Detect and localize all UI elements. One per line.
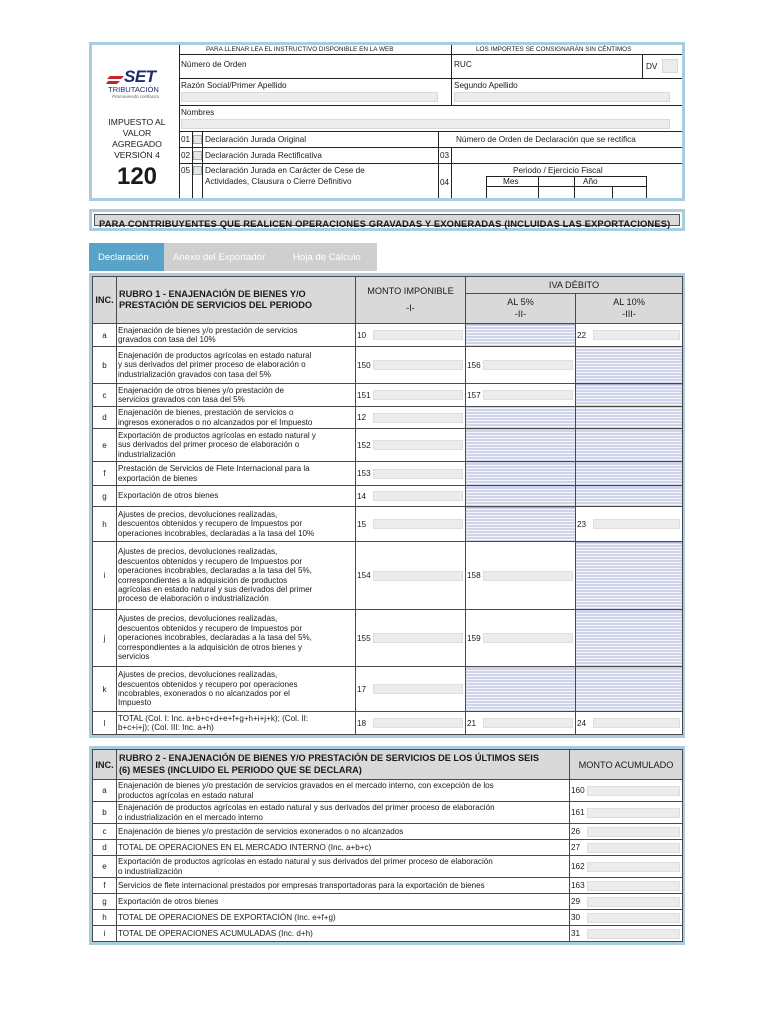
field-code: 156	[467, 360, 481, 370]
row-inc: c	[93, 384, 117, 407]
rubro-1-title: RUBRO 1 - ENAJENACIÓN DE BIENES Y/O PRESTACIÓN DE SERVICIOS DEL PERIODO	[117, 277, 356, 324]
monto-acumulado-cell	[570, 840, 683, 856]
rubro-2-row	[93, 878, 683, 894]
field-code: 158	[467, 571, 481, 580]
iva-5-disabled-cell	[466, 486, 576, 507]
field-code: 151	[357, 390, 371, 400]
monto-imponible-input[interactable]	[373, 633, 463, 643]
col-monto-acumulado-header: MONTO ACUMULADO	[570, 750, 683, 780]
row-description: TOTAL DE OPERACIONES DE EXPORTACIÓN (Inc. e+f+g)	[117, 910, 570, 926]
row-inc: k	[93, 667, 117, 712]
iva-10-cell	[576, 324, 683, 347]
rubro-1-row	[93, 324, 683, 347]
monto-imponible-cell	[356, 486, 466, 507]
option-05-checkbox[interactable]	[193, 166, 202, 175]
col-inc-header: INC.	[93, 750, 117, 780]
iva-5-input[interactable]	[483, 390, 573, 400]
field-code: 157	[467, 390, 481, 400]
rubro-1-row	[93, 462, 683, 486]
iva-5-cell	[466, 542, 576, 610]
iva-10-disabled-cell	[576, 462, 683, 486]
iva-10-disabled-cell	[576, 486, 683, 507]
form-number: 120	[116, 163, 158, 190]
monto-acumulado-input[interactable]	[587, 929, 680, 939]
rubro-2-row	[93, 910, 683, 926]
field-code: 153	[357, 469, 371, 478]
iva-5-cell	[466, 610, 576, 667]
row-description: Enajenación de productos agrícolas en estado natural y sus derivados del primer proceso de elaboración o industrialización en el mercado interno	[117, 802, 570, 824]
monto-acumulado-cell	[570, 856, 683, 878]
monto-imponible-input[interactable]	[373, 571, 463, 581]
monto-imponible-cell	[356, 324, 466, 347]
logo-sub: TRIBUTACIÓN	[108, 85, 159, 94]
monto-acumulado-input[interactable]	[587, 827, 680, 837]
option-01-code: 01	[181, 135, 191, 144]
row-description: Enajenación de productos agrícolas en estado natural y sus derivados del primer proceso de elaboración o industrialización gravados con tasa del 5%	[117, 347, 356, 384]
iva-10-disabled-cell	[576, 347, 683, 384]
iva-5-input[interactable]	[483, 633, 573, 643]
rubro-1-row	[93, 429, 683, 462]
nombres-field[interactable]	[181, 119, 670, 129]
rubro-2-row	[93, 840, 683, 856]
monto-acumulado-input[interactable]	[587, 862, 680, 872]
iva-5-disabled-cell	[466, 407, 576, 429]
row-description: Exportación de otros bienes	[117, 486, 356, 507]
col-al-10-header: AL 10% -III-	[576, 294, 683, 324]
row-inc: e	[93, 856, 117, 878]
iva-10-cell	[576, 712, 683, 735]
row-inc: h	[93, 910, 117, 926]
row-description: Exportación de productos agrícolas en estado natural y sus derivados del primer proceso de elaboración o industrialización	[117, 429, 356, 462]
field-code: 154	[357, 571, 371, 580]
col-al-5-header: AL 5% -II-	[466, 294, 576, 324]
field-code: 24	[577, 718, 587, 728]
col-inc-header: INC.	[93, 277, 117, 324]
dv-label: DV	[646, 62, 658, 71]
iva-10-disabled-cell	[576, 429, 683, 462]
iva-10-input[interactable]	[593, 718, 680, 728]
iva-5-cell	[466, 347, 576, 384]
monto-imponible-cell	[356, 712, 466, 735]
tab-hoja-calculo[interactable]: Hoja de Cálculo	[284, 243, 377, 271]
iva-10-disabled-cell	[576, 407, 683, 429]
monto-acumulado-cell	[570, 824, 683, 840]
rubro-1-row	[93, 610, 683, 667]
row-description: Exportación de productos agrícolas en estado natural y sus derivados del primer proceso de elaboración o industrialización	[117, 856, 570, 878]
iva-5-input[interactable]	[483, 718, 573, 728]
row-description: Enajenación de bienes y/o prestación de servicios exonerados o no alcanzados	[117, 824, 570, 840]
set-logo	[106, 67, 170, 101]
row-inc: g	[93, 486, 117, 507]
logo-tagline: Promoviendo confianza	[112, 94, 160, 99]
instruction-left: PARA LLENAR LEA EL INSTRUCTIVO DISPONIBLE EN LA WEB	[206, 46, 394, 53]
field-code: 161	[571, 808, 585, 817]
field-code: 150	[357, 360, 371, 370]
field-code: 21	[467, 718, 477, 728]
razon-social-field[interactable]	[181, 92, 438, 102]
rubro-1-row	[93, 507, 683, 542]
iva-5-cell	[466, 384, 576, 407]
row-inc: f	[93, 462, 117, 486]
monto-imponible-input[interactable]	[373, 413, 463, 423]
iva-5-disabled-cell	[466, 667, 576, 712]
anio-label: Año	[583, 177, 598, 186]
row-inc: e	[93, 429, 117, 462]
field-code: 159	[467, 633, 481, 643]
field-code: 29	[571, 897, 581, 906]
monto-imponible-input[interactable]	[373, 330, 463, 340]
row-description: Enajenación de bienes y/o prestación de servicios gravados con tasa del 10%	[117, 324, 356, 347]
iva-10-disabled-cell	[576, 542, 683, 610]
monto-acumulado-cell	[570, 910, 683, 926]
field-code: 152	[357, 440, 371, 450]
col-monto-imponible-header: MONTO IMPONIBLE -I-	[356, 277, 466, 324]
form-header	[89, 42, 685, 201]
iva-10-disabled-cell	[576, 384, 683, 407]
periodo-label: Periodo / Ejercicio Fiscal	[513, 166, 603, 175]
monto-imponible-input[interactable]	[373, 469, 463, 479]
monto-imponible-input[interactable]	[373, 360, 463, 370]
row-description: Enajenación de otros bienes y/o prestación de servicios gravados con tasa del 5%	[117, 384, 356, 407]
numero-orden-label: Número de Orden	[181, 60, 247, 69]
monto-imponible-input[interactable]	[373, 390, 463, 400]
monto-acumulado-cell	[570, 926, 683, 942]
rubro-2-table	[89, 746, 685, 945]
taxpayer-banner: PARA CONTRIBUYENTES QUE REALICEN OPERACIONES GRAVADAS Y EXONERADAS (INCLUIDAS LAS EXPORTACIONES)	[89, 209, 685, 231]
segundo-apellido-label: Segundo Apellido	[454, 81, 518, 90]
row-inc: a	[93, 780, 117, 802]
field-code: 31	[571, 929, 581, 938]
row-inc: f	[93, 878, 117, 894]
row-description: TOTAL DE OPERACIONES EN EL MERCADO INTERNO (Inc. a+b+c)	[117, 840, 570, 856]
option-02-code: 02	[181, 151, 191, 160]
monto-acumulado-cell	[570, 802, 683, 824]
monto-acumulado-cell	[570, 780, 683, 802]
field-code: 163	[571, 881, 585, 890]
rubro-1-table	[89, 273, 685, 738]
row-description: Ajustes de precios, devoluciones realizadas, descuentos obtenidos y recupero de Impuestos por operaciones incobrables, declaradas a la tasa del 5%, correspondientes a la adquisición de otros bienes y servicios	[117, 610, 356, 667]
option-01-checkbox[interactable]	[193, 135, 202, 144]
row-description: TOTAL (Col. I: Inc. a+b+c+d+e+f+g+h+i+j+k); (Col. II: b+c+i+j); (Col. III: Inc. a+h)	[117, 712, 356, 735]
field-code: 162	[571, 862, 585, 871]
monto-imponible-cell	[356, 667, 466, 712]
iva-5-disabled-cell	[466, 429, 576, 462]
field-code: 18	[357, 718, 367, 728]
monto-imponible-input[interactable]	[373, 718, 463, 728]
iva-5-input[interactable]	[483, 571, 573, 581]
ruc-label: RUC	[454, 60, 472, 69]
field-code: 22	[577, 330, 587, 340]
field-code: 30	[571, 913, 581, 922]
rubro-2-row	[93, 802, 683, 824]
monto-imponible-cell	[356, 347, 466, 384]
monto-imponible-input[interactable]	[373, 684, 463, 694]
rubro-2-row	[93, 894, 683, 910]
field-code: 23	[577, 519, 587, 529]
monto-acumulado-cell	[570, 894, 683, 910]
monto-acumulado-input[interactable]	[587, 843, 680, 853]
razon-social-label: Razón Social/Primer Apellido	[181, 81, 287, 90]
row-inc: d	[93, 407, 117, 429]
row-description: Ajustes de precios, devoluciones realizadas, descuentos obtenidos y recupero de Impuestos por operaciones incobrables, declaradas a la tasa del 5%, correspondientes a la adquisición de productos agrícolas en estado natural y sus derivados del primer proceso de elaboración o industrialización	[117, 542, 356, 610]
iva-10-disabled-cell	[576, 610, 683, 667]
row-inc: d	[93, 840, 117, 856]
row-inc: b	[93, 347, 117, 384]
monto-imponible-cell	[356, 507, 466, 542]
row-inc: h	[93, 507, 117, 542]
code-04: 04	[440, 178, 450, 187]
code-03: 03	[440, 151, 450, 160]
monto-imponible-cell	[356, 462, 466, 486]
monto-imponible-input[interactable]	[373, 519, 463, 529]
iva-5-disabled-cell	[466, 462, 576, 486]
field-code: 17	[357, 684, 367, 694]
monto-imponible-cell	[356, 610, 466, 667]
iva-5-input[interactable]	[483, 360, 573, 370]
monto-acumulado-input[interactable]	[587, 786, 680, 796]
monto-imponible-cell	[356, 407, 466, 429]
tab-declaracion[interactable]: Declaración	[89, 243, 164, 271]
monto-acumulado-input[interactable]	[587, 913, 680, 923]
row-description: TOTAL DE OPERACIONES ACUMULADAS (Inc. d+h)	[117, 926, 570, 942]
tab-anexo-exportador[interactable]: Anexo del Exportador	[164, 243, 284, 271]
rubro-1-row	[93, 667, 683, 712]
field-code: 26	[571, 827, 581, 836]
row-inc: l	[93, 712, 117, 735]
monto-imponible-cell	[356, 429, 466, 462]
field-code: 160	[571, 786, 585, 795]
row-inc: c	[93, 824, 117, 840]
row-description: Enajenación de bienes, prestación de servicios o ingresos exonerados o no alcanzados por el Impuesto	[117, 407, 356, 429]
row-inc: i	[93, 542, 117, 610]
form-title: IMPUESTO AL VALOR AGREGADO VERSIÓN 4	[108, 117, 166, 160]
monto-acumulado-input[interactable]	[587, 897, 680, 907]
iva-10-input[interactable]	[593, 330, 680, 340]
rubro-2-title: RUBRO 2 - ENAJENACIÓN DE BIENES Y/O PRESTACIÓN DE SERVICIOS DE LOS ÚLTIMOS SEIS (6) MESES (INCLUIDO EL PERIODO QUE SE DECLARA)	[117, 750, 570, 780]
iva-10-disabled-cell	[576, 667, 683, 712]
rectifica-label: Número de Orden de Declaración que se rectifica	[456, 135, 636, 144]
row-description: Ajustes de precios, devoluciones realizadas, descuentos obtenidos y recupero por operaciones incobrables, exonerados o no alcanzados por el Impuesto	[117, 667, 356, 712]
rubro-2-row	[93, 824, 683, 840]
row-inc: a	[93, 324, 117, 347]
option-05-label-line1: Declaración Jurada en Carácter de Cese de	[205, 166, 365, 175]
iva-5-disabled-cell	[466, 507, 576, 542]
nombres-label: Nombres	[181, 108, 215, 117]
option-01-label: Declaración Jurada Original	[205, 135, 307, 144]
logo-text: SET	[124, 67, 156, 86]
rubro-1-row	[93, 384, 683, 407]
row-description: Exportación de otros bienes	[117, 894, 570, 910]
row-inc: g	[93, 894, 117, 910]
iva-5-disabled-cell	[466, 324, 576, 347]
iva-10-cell	[576, 507, 683, 542]
monto-imponible-cell	[356, 542, 466, 610]
option-02-label: Declaración Jurada Rectificativa	[205, 151, 322, 160]
rubro-1-row	[93, 407, 683, 429]
field-code: 155	[357, 633, 371, 643]
option-02-checkbox[interactable]	[193, 151, 202, 160]
row-description: Ajustes de precios, devoluciones realizadas, descuentos obtenidos y recupero de Impuestos por operaciones incobrables, declaradas a la tasa del 10%	[117, 507, 356, 542]
rubro-1-row	[93, 542, 683, 610]
row-description: Enajenación de bienes y/o prestación de servicios gravados en el mercado interno, con excepción de los productos agrícolas en estado natural	[117, 780, 570, 802]
field-code: 10	[357, 330, 367, 340]
option-05-code: 05	[181, 166, 191, 175]
row-inc: j	[93, 610, 117, 667]
rubro-2-row	[93, 856, 683, 878]
row-description: Servicios de flete internacional prestados por empresas transportadoras para la exportación de bienes	[117, 878, 570, 894]
col-iva-debito-header: IVA DÉBITO	[466, 277, 683, 294]
segundo-apellido-field[interactable]	[454, 92, 670, 102]
row-inc: i	[93, 926, 117, 942]
monto-imponible-cell	[356, 384, 466, 407]
rubro-1-row	[93, 347, 683, 384]
monto-acumulado-cell	[570, 878, 683, 894]
rubro-1-row	[93, 712, 683, 735]
rubro-2-row	[93, 780, 683, 802]
row-description: Prestación de Servicios de Flete Internacional para la exportación de bienes	[117, 462, 356, 486]
option-05-label-line2: Actividades, Clausura o Cierre Definitivo	[205, 177, 352, 186]
monto-imponible-input[interactable]	[373, 440, 463, 450]
monto-imponible-input[interactable]	[373, 491, 463, 501]
instruction-right: LOS IMPORTES SE CONSIGNARÁN SIN CÉNTIMOS	[476, 46, 632, 53]
mes-label: Mes	[503, 177, 519, 186]
rubro-1-row	[93, 486, 683, 507]
field-code: 27	[571, 843, 581, 852]
rubro-2-row	[93, 926, 683, 942]
monto-acumulado-input[interactable]	[587, 808, 680, 818]
row-inc: b	[93, 802, 117, 824]
field-code: 15	[357, 519, 367, 529]
dv-field[interactable]	[662, 59, 678, 73]
iva-10-input[interactable]	[593, 519, 680, 529]
field-code: 14	[357, 491, 367, 501]
monto-acumulado-input[interactable]	[587, 881, 680, 891]
field-code: 12	[357, 413, 367, 422]
iva-5-cell	[466, 712, 576, 735]
